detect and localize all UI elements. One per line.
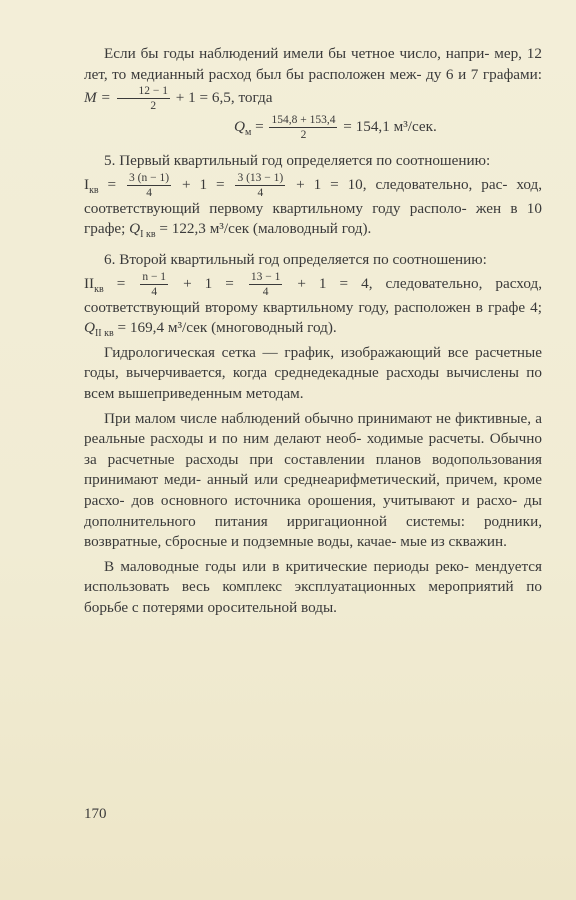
second-quartile-symbol: II	[84, 274, 95, 292]
second-quartile-plus: + 1 =	[183, 274, 234, 292]
second-quartile-discharge-value: = 169,4 м³/сек (многоводный год).	[117, 319, 337, 337]
paragraph-even-years	[84, 44, 542, 112]
first-quartile-values-denominator: 4	[257, 186, 264, 199]
first-quartile-values-numerator: 3 (13 − 1)	[237, 171, 284, 184]
median-discharge-equals: =	[251, 118, 268, 136]
paragraph-dry-years: В маловодные годы или в критические периоды реко- мендуется использовать весь комплекс эксплуатационных мероприятий по борьбе с потерями оросительной воды.	[84, 557, 542, 616]
first-quartile-discharge-symbol: Q	[129, 220, 141, 238]
first-quartile-intro: 5. Первый квартильный год определяется по соотношению:	[104, 152, 491, 170]
second-quartile-result: + 1 = 4, следовательно, расход,	[297, 274, 542, 292]
second-quartile-discharge-subscript: II кв	[94, 328, 114, 340]
paragraph-second-quartile	[84, 250, 542, 271]
first-quartile-general-denominator: 4	[146, 186, 152, 199]
first-quartile-discharge-subscript: I кв	[140, 229, 156, 241]
paragraph-few-observations: При малом числе наблюдений обычно принимают не фиктивные, а реальные расходы и по ним делают необ- ходимые расчеты. Обычно за расчетные расходы при составлении планов водопользования принимают меди- анный или среднеарифметический, причем, кроме расхо- дов основного источника орошения, учитывают и расхо- ды дополнительного питания ирригационной системы: родники, возвратные, сбросные и подземные воды, качае- мые из скважин.	[84, 409, 542, 551]
first-quartile-discharge-value: = 122,3 м³/сек (маловодный год).	[159, 220, 372, 238]
second-quartile-equals: =	[103, 274, 139, 292]
second-quartile-subscript: кв	[94, 283, 104, 295]
paragraph-even-years-text: Если бы годы наблюдений имели бы четное число, напри- мер, 12 лет, то медианный расход был бы расположен меж- ду 6 и 7 графами:	[84, 45, 542, 83]
first-quartile-plus: + 1 =	[181, 175, 225, 193]
second-quartile-fraction-values	[249, 271, 283, 298]
median-fraction-denominator: 2	[150, 100, 157, 113]
second-quartile-formula	[84, 271, 542, 339]
first-quartile-formula	[84, 172, 542, 240]
second-quartile-fraction-general	[140, 271, 168, 298]
median-fraction-numerator: 12 − 1	[117, 85, 171, 99]
second-quartile-values-denominator: 4	[262, 285, 269, 298]
median-discharge-subscript: м	[244, 127, 252, 139]
main-text-block	[84, 44, 542, 618]
second-quartile-explanation: соответствующий второму квартильному году, расположен в графе 4;	[84, 298, 542, 316]
median-result: + 1 = 6,5, тогда	[175, 89, 273, 107]
median-discharge-denominator: 2	[300, 129, 307, 142]
first-quartile-equals: =	[98, 175, 126, 193]
second-quartile-discharge-symbol: Q	[84, 319, 95, 337]
first-quartile-general-numerator: 3 (n − 1)	[129, 171, 170, 184]
median-discharge-numerator: 154,8 + 153,4	[271, 114, 336, 127]
first-quartile-symbol: I	[84, 175, 90, 193]
second-quartile-general-denominator: 4	[151, 285, 158, 298]
first-quartile-result: + 1 = 10, следовательно, рас-	[296, 175, 508, 193]
page-number: 170	[84, 806, 107, 822]
first-quartile-fraction-general	[127, 172, 171, 199]
first-quartile-subscript: кв	[89, 184, 99, 196]
second-quartile-values-numerator: 13 − 1	[250, 270, 281, 283]
median-discharge-result: = 154,1 м³/сек.	[343, 118, 437, 136]
second-quartile-general-numerator: n − 1	[142, 270, 167, 283]
paragraph-hydrological-grid: Гидрологическая сетка — график, изображающий все расчетные годы, вычерчивается, когда среднедекадные расходы вычислены по всем вышеприведенным методам.	[84, 343, 542, 402]
median-discharge-formula	[84, 114, 542, 141]
first-quartile-explanation: ход, соответствующий первому квартильному году располо- жен в 10 графе;	[84, 175, 543, 238]
median-discharge-symbol: Q	[234, 118, 245, 136]
paragraph-first-quartile	[84, 151, 542, 172]
median-symbol: M =	[84, 89, 111, 107]
second-quartile-intro: 6. Второй квартильный год определяется по соотношению:	[104, 250, 487, 268]
median-fraction	[117, 85, 171, 112]
first-quartile-fraction-values	[235, 172, 285, 199]
median-discharge-fraction	[269, 114, 337, 141]
